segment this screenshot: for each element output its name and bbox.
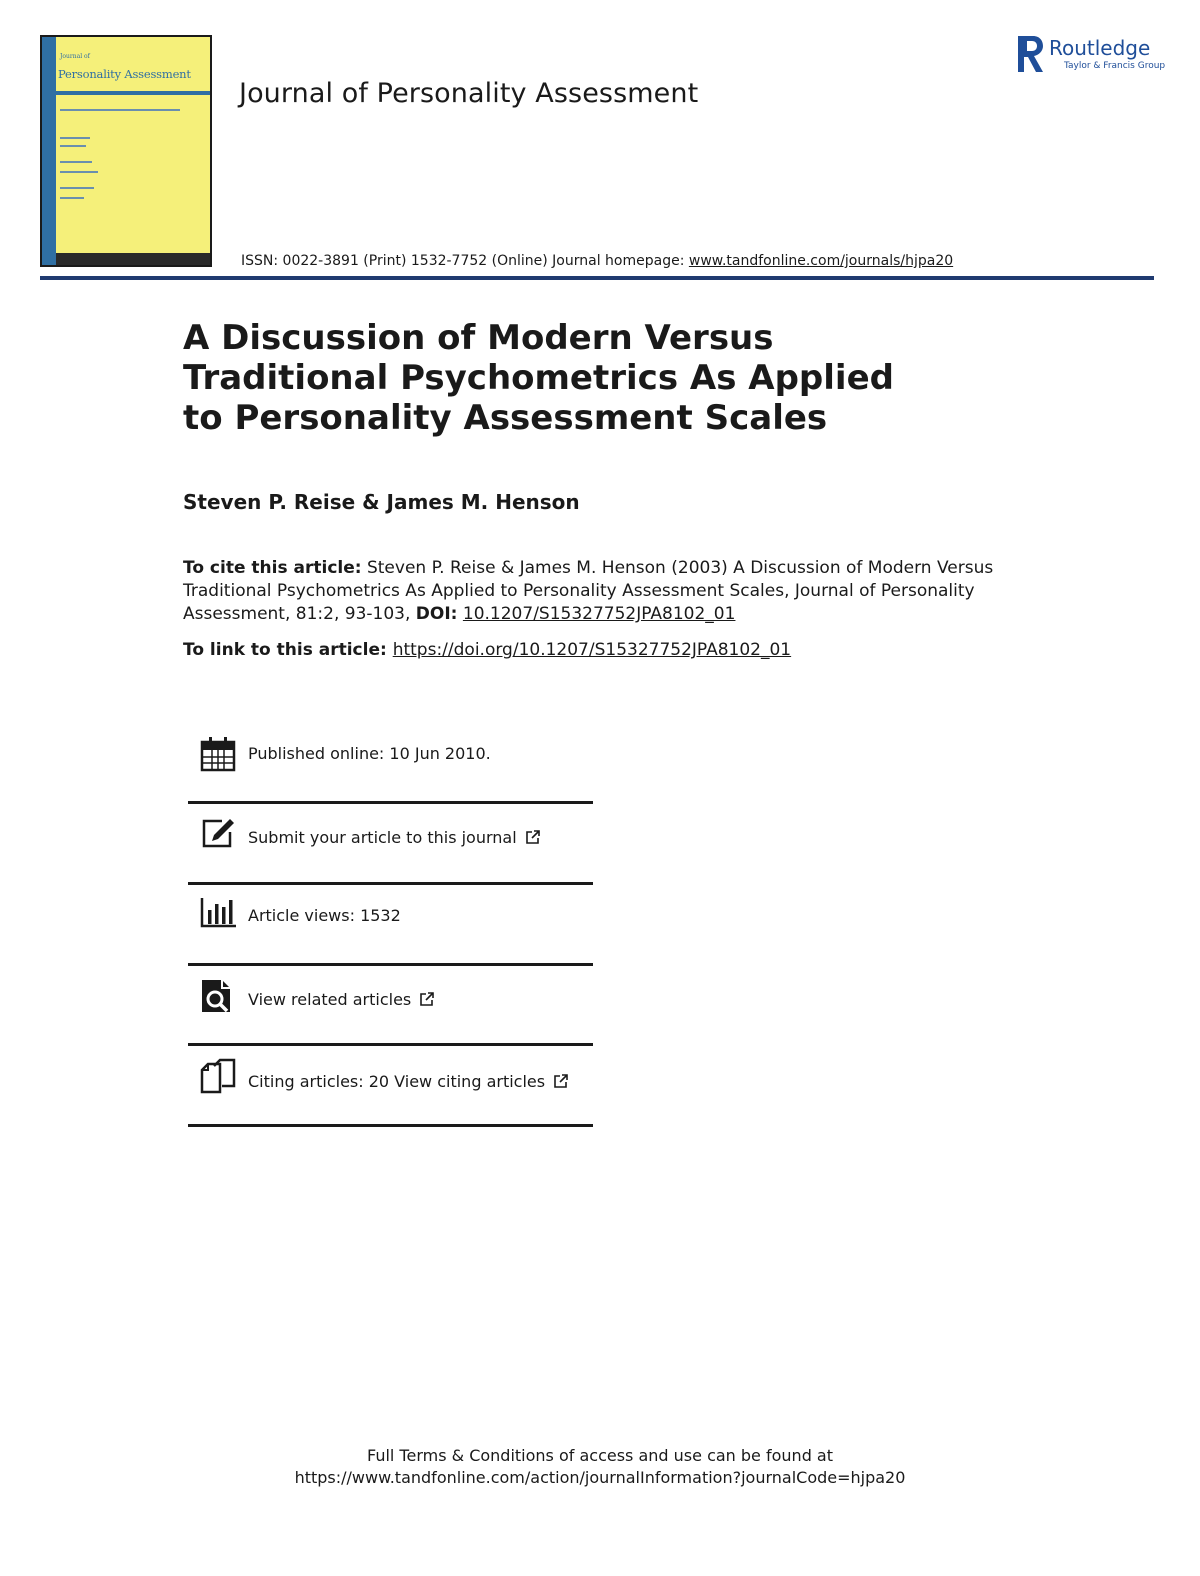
cover-spine <box>42 37 56 265</box>
cover-line <box>60 109 180 111</box>
cover-line <box>60 161 92 163</box>
issn-text: ISSN: 0022-3891 (Print) 1532-7752 (Online) Journal homepage: <box>241 253 689 269</box>
divider <box>188 882 593 885</box>
publisher-name: Routledge <box>1049 36 1151 60</box>
issn-line <box>241 253 953 269</box>
cover-line <box>60 145 86 147</box>
divider <box>188 963 593 966</box>
calendar-icon <box>200 736 236 772</box>
document-search-icon <box>200 978 236 1014</box>
external-link-icon <box>419 991 435 1007</box>
article-doi-url-link[interactable]: https://doi.org/10.1207/S15327752JPA8102_01 <box>392 640 792 660</box>
cover-title: Personality Assessment <box>58 67 191 81</box>
article-authors: Steven P. Reise & James M. Henson <box>183 490 580 514</box>
citation-block <box>183 557 1023 626</box>
divider <box>188 1043 593 1046</box>
terms-url[interactable]: https://www.tandfonline.com/action/journalInformation?journalCode=hjpa20 <box>294 1468 906 1487</box>
cover-line <box>60 197 84 199</box>
published-online-text: Published online: 10 Jun 2010. <box>248 744 491 763</box>
terms-footer <box>0 1445 1200 1489</box>
related-articles-text: View related articles <box>248 990 412 1009</box>
divider <box>188 1124 593 1127</box>
divider <box>188 801 593 804</box>
routledge-logo <box>1016 34 1166 76</box>
external-link-icon <box>525 829 541 845</box>
cover-line <box>60 171 98 173</box>
article-views-text: Article views: 1532 <box>248 906 401 925</box>
cover-line <box>60 137 90 139</box>
submit-article-link[interactable] <box>248 828 541 847</box>
doi-label: DOI: <box>415 604 458 624</box>
submit-article-text: Submit your article to this journal <box>248 828 517 847</box>
journal-homepage-link[interactable]: www.tandfonline.com/journals/hjpa20 <box>688 253 954 269</box>
cover-line <box>60 187 94 189</box>
copy-documents-icon <box>200 1058 236 1094</box>
edit-icon <box>200 816 236 852</box>
publisher-tagline: Taylor & Francis Group <box>1064 61 1166 71</box>
bar-chart-icon <box>200 896 236 932</box>
cover-small-text: Journal of <box>60 53 90 60</box>
related-articles-link[interactable] <box>248 990 435 1009</box>
cite-text: Steven P. Reise & James M. Henson (2003) A Discussion of Modern Versus Traditional Psychometrics As Applied to Personality Assessment Scales, Journal of Personality Assessment, 81:2, 93-103, <box>183 558 994 624</box>
article-link-line <box>183 640 791 660</box>
journal-title: Journal of Personality Assessment <box>239 78 699 109</box>
citing-articles-text: Citing articles: 20 View citing articles <box>248 1072 546 1091</box>
doi-link[interactable]: 10.1207/S15327752JPA8102_01 <box>462 604 736 624</box>
cover-footer <box>56 253 210 265</box>
cite-label: To cite this article: <box>183 558 362 578</box>
link-label: To link to this article: <box>183 640 393 660</box>
terms-text: Full Terms & Conditions of access and use can be found at <box>366 1446 834 1465</box>
journal-cover-image <box>40 35 212 267</box>
citing-articles-link[interactable] <box>248 1072 569 1091</box>
routledge-logo-icon <box>1016 34 1044 74</box>
cover-rule <box>42 91 210 95</box>
header-rule <box>40 276 1154 280</box>
external-link-icon <box>553 1073 569 1089</box>
article-title: A Discussion of Modern Versus Traditional Psychometrics As Applied to Personality Assessment Scales <box>183 318 894 438</box>
